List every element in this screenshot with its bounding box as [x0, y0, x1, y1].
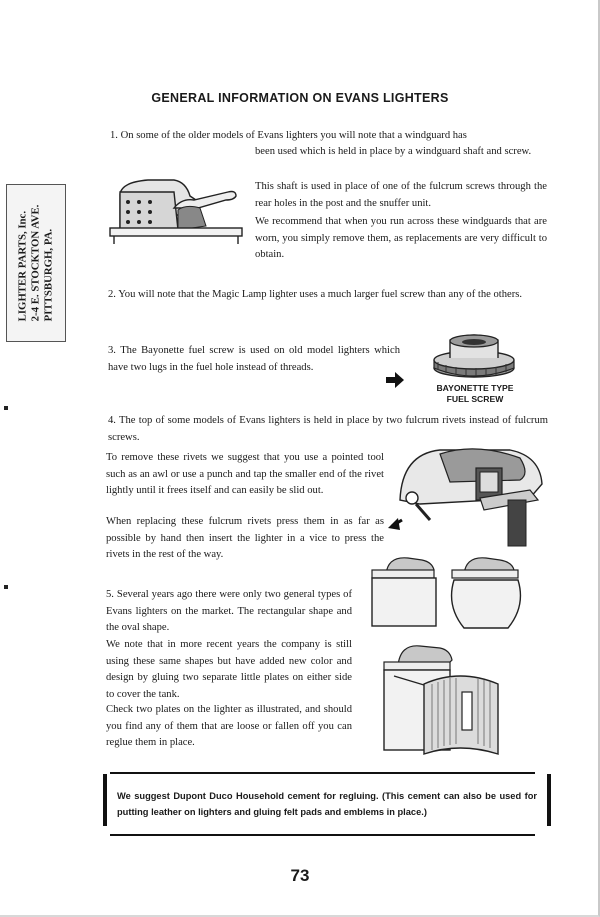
stamp-line-1: LIGHTER PARTS, Inc.: [16, 210, 29, 322]
section-5-p3: Check two plates on the lighter as illustrated, and should you find any of them that are loose or fallen off you can reglue them in place.: [106, 704, 352, 749]
caption-line-2: FUEL SCREW: [446, 394, 504, 404]
callout-text: We suggest Dupont Duco Household cement for regluing. (This cement can also be used for putting leather on lighters and gluing felt pads and emblems in place.): [117, 791, 537, 817]
oval-lighter-illustration: [446, 550, 526, 634]
callout-box: [103, 774, 551, 826]
section-4-p2: To remove these rivets we suggest that you use a pointed tool such as an awl or use a punch and tap the smaller end of the rivet lightly until it frees itself and can easily be slid out.: [106, 452, 384, 497]
page-title: GENERAL INFORMATION ON EVANS LIGHTERS: [151, 91, 449, 105]
margin-mark: [4, 406, 8, 410]
dealer-stamp: [6, 184, 66, 342]
side-plates-illustration: [380, 638, 530, 756]
section-5-intro: 5. Several years ago there were only two general types of Evans lighters on the market. The rectangular shape and the oval shape.: [106, 589, 352, 634]
stamp-line-3: PITTSBURGH, PA.: [42, 228, 55, 322]
rectangular-lighter-illustration: [368, 550, 440, 630]
section-1-p2: This shaft is used in place of one of the fulcrum screws through the rear holes in the post and the snuffer unit.: [255, 181, 547, 209]
fulcrum-rivet-illustration: [380, 440, 552, 550]
section-1-p3: We recommend that when you run across these windguards that are worn, you simply remove them, as replacements are very difficult to obtain.: [255, 216, 547, 261]
bayonette-fuel-screw-illustration: [428, 332, 520, 382]
stamp-line-2: 2-4 E. STOCKTON AVE.: [29, 204, 42, 322]
windguard-illustration: [108, 174, 244, 246]
section-1-cont: been used which is held in place by a windguard shaft and screw.: [255, 146, 532, 157]
section-4-p3: When replacing these fulcrum rivets press them in as far as possible by hand then insert the lighter in a vice to press the rivets in the rest of the way.: [106, 516, 384, 561]
section-4-intro: 4. The top of some models of Evans lighters is held in place by two fulcrum rivets instead of fulcrum screws.: [108, 415, 548, 443]
section-1-intro: 1. On some of the older models of Evans lighters you will note that a windguard has: [110, 130, 467, 141]
bayonette-caption: [420, 383, 530, 405]
section-3: 3. The Bayonette fuel screw is used on old model lighters which have two lugs in the fuel hole instead of threads.: [108, 345, 400, 373]
arrow-right-icon: [385, 371, 405, 389]
margin-mark: [4, 585, 8, 589]
section-2: 2. You will note that the Magic Lamp lighter uses a much larger fuel screw than any of the others.: [108, 289, 523, 300]
caption-line-1: BAYONETTE TYPE: [436, 383, 514, 393]
section-5-p2: We note that in more recent years the company is still using these same shapes but have added new color and design by gluing two separate little plates on either side to cover the tank.: [106, 639, 352, 700]
page-number: 73: [290, 866, 310, 885]
callout-bottom-rule: [110, 834, 535, 836]
